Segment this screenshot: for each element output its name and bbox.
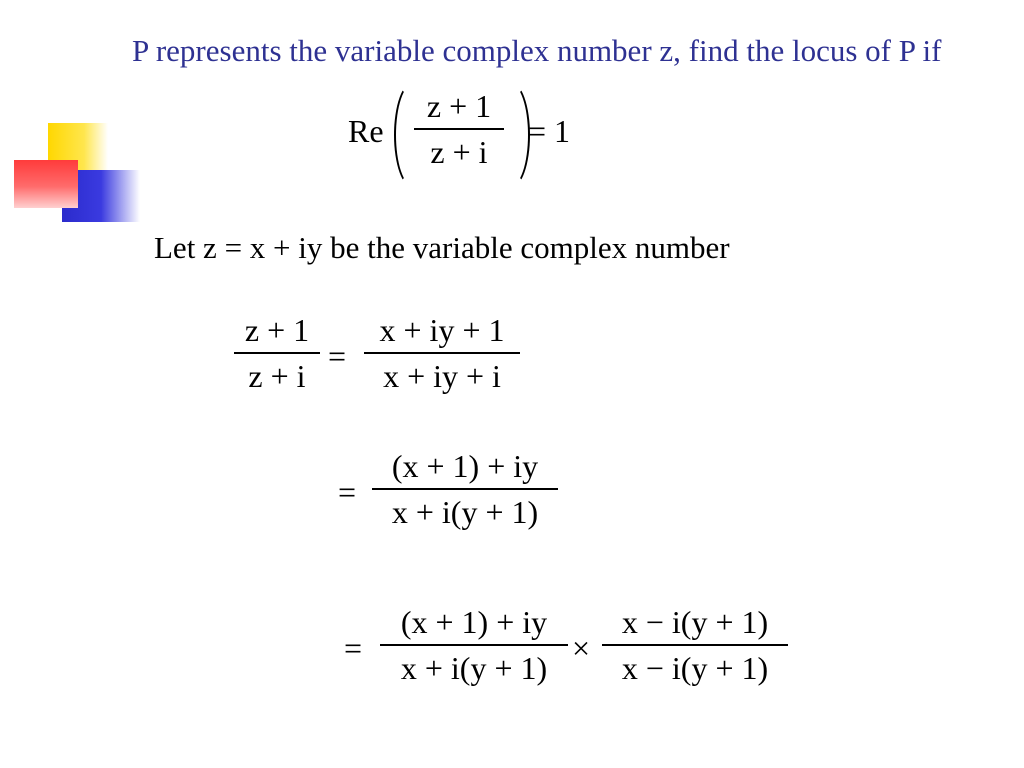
step3-numerator-1: (x + 1) + iy	[400, 604, 548, 640]
slide-title: P represents the variable complex number z, find the locus of P if	[132, 33, 942, 68]
step1-rhs-denominator: x + iy + i	[383, 358, 501, 394]
step3-denominator-1: x + i(y + 1)	[400, 650, 548, 686]
step3-fraction-2	[602, 600, 788, 690]
step1-rhs-fraction	[364, 308, 520, 398]
re-label: Re	[348, 113, 384, 149]
right-paren	[492, 82, 530, 188]
condition-numerator: z + 1	[426, 88, 492, 124]
step1-lhs-denominator: z + i	[248, 358, 306, 394]
step2-numerator: (x + 1) + iy	[391, 448, 539, 484]
condition-fraction	[414, 84, 504, 174]
step1-lhs-numerator: z + 1	[244, 312, 310, 348]
step2-denominator: x + i(y + 1)	[391, 494, 539, 530]
step2-equals: =	[338, 474, 357, 510]
times-sign: ×	[572, 630, 591, 666]
condition-equals: = 1	[528, 113, 571, 149]
let-statement: Let z = x + iy be the variable complex number	[154, 230, 730, 265]
decor-red-square	[14, 160, 78, 208]
step1-rhs-numerator: x + iy + 1	[379, 312, 505, 348]
step1-lhs-fraction	[234, 308, 320, 398]
step2-fraction	[372, 444, 558, 534]
step1-equals: =	[328, 338, 347, 374]
step3-fraction-1	[380, 600, 568, 690]
step3-numerator-2: x − i(y + 1)	[621, 604, 769, 640]
step3-equals: =	[344, 630, 363, 666]
condition-denominator: z + i	[430, 134, 488, 170]
step3-denominator-2: x − i(y + 1)	[621, 650, 769, 686]
